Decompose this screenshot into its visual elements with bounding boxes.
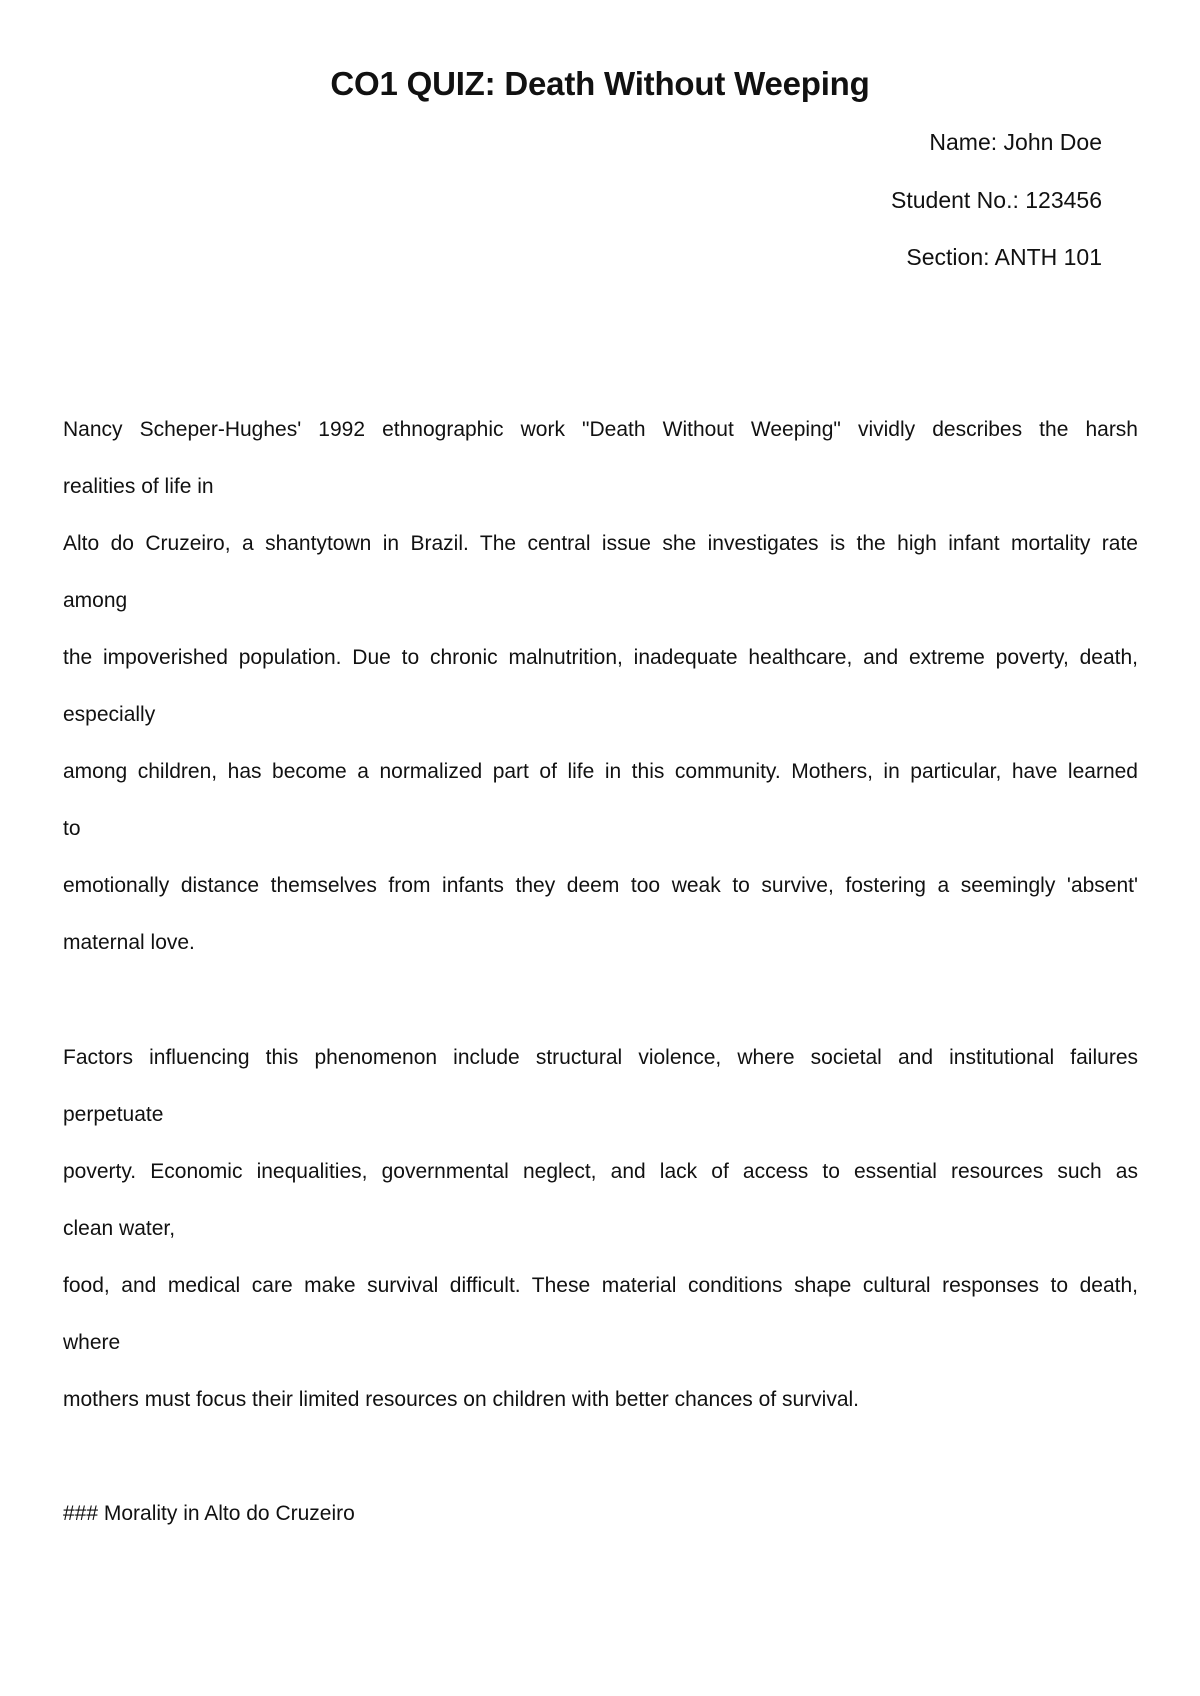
paragraph-line: especially <box>63 703 156 726</box>
paragraph-line: perpetuate <box>63 1103 164 1126</box>
student-name: Name: John Doe <box>929 129 1102 155</box>
paragraph-line: where <box>63 1331 121 1354</box>
paragraph-line: emotionally distance themselves from infants they deem too weak to survive, fostering a seemingly 'absent' <box>63 874 1138 897</box>
paragraph-line: maternal love. <box>63 931 195 954</box>
student-number: Student No.: 123456 <box>891 187 1102 213</box>
paragraph-line: clean water, <box>63 1217 176 1240</box>
paragraph-line: poverty. Economic inequalities, governmental neglect, and lack of access to essential resources such as <box>63 1160 1138 1183</box>
paragraph-line: Nancy Scheper-Hughes' 1992 ethnographic work "Death Without Weeping" vividly describes the harsh <box>63 418 1138 441</box>
document-title: CO1 QUIZ: Death Without Weeping <box>330 65 870 102</box>
paragraph-line: realities of life in <box>63 475 214 498</box>
paragraph-line: mothers must focus their limited resources on children with better chances of survival. <box>63 1388 860 1411</box>
student-section: Section: ANTH 101 <box>906 244 1102 270</box>
paragraph-line: the impoverished population. Due to chronic malnutrition, inadequate healthcare, and extreme poverty, death, <box>63 646 1138 669</box>
paragraph-line: among children, has become a normalized part of life in this community. Mothers, in particular, have learned <box>63 760 1138 783</box>
paragraph-line: Alto do Cruzeiro, a shantytown in Brazil. The central issue she investigates is the high infant mortality rate <box>63 532 1138 555</box>
paragraph-line: among <box>63 589 128 612</box>
paragraph-line: to <box>63 817 81 840</box>
paragraph-line: Factors influencing this phenomenon include structural violence, where societal and institutional failures <box>63 1046 1138 1069</box>
paragraph-line: food, and medical care make survival difficult. These material conditions shape cultural responses to death, <box>63 1274 1138 1297</box>
section-heading: ### Morality in Alto do Cruzeiro <box>63 1502 355 1525</box>
